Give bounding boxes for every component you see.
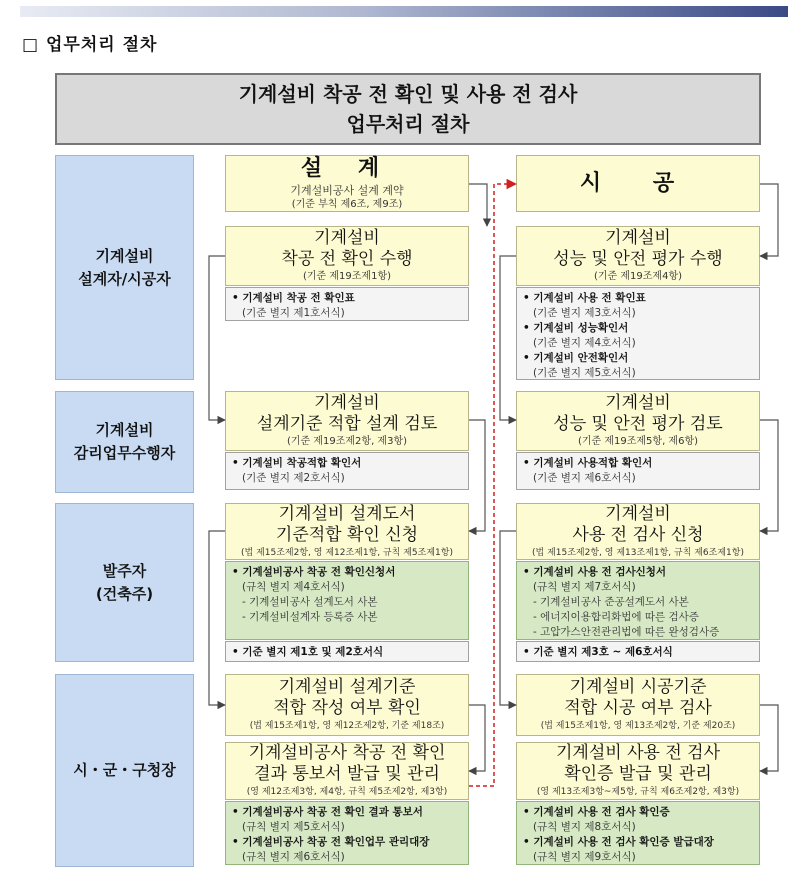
certificate-ref: (영 제13조제3항~제5항, 규칙 제6조제2항, 제3항) bbox=[536, 787, 740, 797]
standard-check-title-2: 적합 작성 여부 확인 bbox=[273, 698, 421, 718]
doc-item-label: • 기준 별지 제1호 및 제2호서식 bbox=[232, 646, 384, 658]
insp-request-title-1: 기계설비 bbox=[605, 503, 671, 524]
doc-item-label: • 기계설비 사용 전 검사 확인증 발급대장 bbox=[523, 836, 714, 848]
section-title: □ 업무처리 절차 bbox=[22, 35, 158, 55]
doc-item-sub: (규칙 별지 제5호서식) bbox=[242, 821, 345, 833]
doc-item-label: • 기계설비 안전확인서 bbox=[523, 352, 629, 364]
design-ref: (기준 부칙 제6조, 제9조) bbox=[291, 199, 403, 210]
design-title: 설 계 bbox=[300, 156, 394, 181]
doc-item-label: • 기계설비공사 착공 전 확인업무 관리대장 bbox=[232, 836, 430, 848]
insp-check-title-1: 기계설비 시공기준 bbox=[569, 677, 707, 697]
connector-review-to-request bbox=[469, 420, 485, 531]
diagram-title-line2: 업무처리 절차 bbox=[346, 112, 470, 136]
connector-request-to-check bbox=[209, 531, 225, 705]
connector-notice-to-construction bbox=[469, 184, 516, 786]
doc-item-sub: (기준 별지 제4호서식) bbox=[533, 337, 636, 349]
role-label: 기계설비 bbox=[95, 246, 154, 265]
construction-title: 시 공 bbox=[579, 170, 697, 196]
certificate-title-2: 확인증 발급 및 관리 bbox=[564, 764, 712, 784]
role-label: 발주자 bbox=[102, 561, 147, 580]
pre-check-ref: (기준 제19조제1항) bbox=[302, 271, 392, 282]
perf-review-title-2: 성능 및 안전 평가 검토 bbox=[553, 414, 723, 434]
attachment-item: - 에너지이용합리화법에 따른 검사증 bbox=[533, 611, 699, 623]
connector-insp-request-to-check bbox=[500, 531, 516, 705]
insp-check-title-2: 적합 시공 여부 검사 bbox=[564, 698, 712, 718]
doc-item-label: • 기계설비 성능확인서 bbox=[523, 322, 629, 334]
insp-check-ref: (법 제15조제1항, 영 제13조제2항, 기준 제20조) bbox=[540, 721, 736, 731]
doc-item-sub: (기준 별지 제3호서식) bbox=[533, 307, 636, 319]
attachment-item: - 기계설비공사 설계도서 사본 bbox=[242, 596, 378, 608]
doc-item-label: • 기계설비공사 착공 전 확인신청서 bbox=[232, 566, 396, 578]
doc-item-sub: (규칙 별지 제7호서식) bbox=[533, 581, 636, 593]
diagram-title-line1: 기계설비 착공 전 확인 및 사용 전 검사 bbox=[238, 82, 578, 106]
attachment-item: - 고압가스안전관리법에 따른 완성검사증 bbox=[533, 626, 720, 638]
design-review-title-2: 설계기준 적합 설계 검토 bbox=[256, 414, 438, 434]
perf-eval-title-2: 성능 및 안전 평가 수행 bbox=[553, 249, 723, 269]
role-label: 설계자/시공자 bbox=[78, 269, 171, 288]
connector-check-to-certificate bbox=[760, 705, 778, 771]
doc-item-label: • 기계설비 사용 전 검사신청서 bbox=[523, 566, 667, 578]
doc-item-label: • 기계설비 착공적합 확인서 bbox=[232, 457, 362, 469]
design-review-ref: (기준 제19조제2항, 제3항) bbox=[286, 436, 408, 447]
doc-request-title-2: 기준적합 확인 신청 bbox=[275, 524, 419, 545]
notice-ref: (영 제12조제3항, 제4항, 규칙 제5조제2항, 제3항) bbox=[246, 787, 448, 797]
doc-item-sub: (규칙 별지 제6호서식) bbox=[242, 851, 345, 863]
connector-review-to-insp-request bbox=[760, 420, 778, 531]
attachment-item: - 기계설비설계자 등록증 사본 bbox=[242, 611, 378, 623]
perf-review-title-1: 기계설비 bbox=[605, 393, 671, 413]
connector-check-to-notice bbox=[469, 705, 485, 771]
doc-item-sub: (규칙 별지 제9호서식) bbox=[533, 851, 636, 863]
pre-check-title-2: 착공 전 확인 수행 bbox=[281, 249, 413, 269]
role-label: (건축주) bbox=[95, 584, 154, 603]
doc-item-label: • 기계설비공사 착공 전 확인 결과 통보서 bbox=[232, 806, 423, 818]
doc-item-label: • 기계설비 사용적합 확인서 bbox=[523, 457, 653, 469]
doc-request-ref: (법 제15조제2항, 영 제12조제1항, 규칙 제5조제1항) bbox=[241, 547, 453, 558]
standard-check-title-1: 기계설비 설계기준 bbox=[278, 677, 416, 697]
connector-eval-to-review bbox=[500, 256, 516, 420]
doc-item-sub: (기준 별지 제5호서식) bbox=[533, 367, 636, 379]
design-review-title-1: 기계설비 bbox=[314, 393, 380, 413]
doc-item-sub: (규칙 별지 제8호서식) bbox=[533, 821, 636, 833]
role-label: 기계설비 bbox=[95, 421, 154, 439]
doc-request-title-1: 기계설비 설계도서 bbox=[278, 503, 416, 524]
standard-check-ref: (법 제15조제1항, 영 제12조제2항, 기준 제18조) bbox=[249, 721, 445, 731]
pre-check-title-1: 기계설비 bbox=[314, 228, 380, 248]
insp-request-title-2: 사용 전 검사 신청 bbox=[572, 524, 704, 545]
connector-construction-to-eval bbox=[760, 184, 778, 256]
doc-item-label: • 기계설비 착공 전 확인표 bbox=[232, 292, 355, 304]
perf-eval-ref: (기준 제19조제4항) bbox=[593, 271, 683, 282]
notice-title-1: 기계설비공사 착공 전 확인 bbox=[248, 743, 446, 763]
perf-eval-title-1: 기계설비 bbox=[605, 228, 671, 248]
doc-item-sub: (기준 별지 제6호서식) bbox=[533, 472, 636, 484]
doc-item-label: • 기계설비 사용 전 확인표 bbox=[523, 292, 646, 304]
notice-title-2: 결과 통보서 발급 및 관리 bbox=[254, 764, 440, 784]
role-label: 시・군・구청장 bbox=[73, 761, 176, 779]
doc-item-sub: (기준 별지 제2호서식) bbox=[242, 472, 345, 484]
doc-item-sub: (규칙 별지 제4호서식) bbox=[242, 581, 345, 593]
attachment-item: - 기계설비공사 준공설계도서 사본 bbox=[533, 596, 689, 608]
insp-request-ref: (법 제15조제2항, 영 제13조제1항, 규칙 제6조제1항) bbox=[532, 547, 744, 558]
doc-item-label: • 기계설비 사용 전 검사 확인증 bbox=[523, 806, 670, 818]
role-label: 감리업무수행자 bbox=[73, 444, 176, 462]
connector-design-to-precheck bbox=[469, 184, 487, 226]
design-sub: 기계설비공사 설계 계약 bbox=[290, 184, 404, 197]
connector-precheck-to-review bbox=[209, 256, 225, 420]
certificate-title-1: 기계설비 사용 전 검사 bbox=[555, 743, 720, 763]
perf-review-ref: (기준 제19조제5항, 제6항) bbox=[577, 436, 699, 447]
doc-item-label: • 기준 별지 제3호 ~ 제6호서식 bbox=[523, 646, 673, 658]
doc-item-sub: (기준 별지 제1호서식) bbox=[242, 307, 345, 319]
